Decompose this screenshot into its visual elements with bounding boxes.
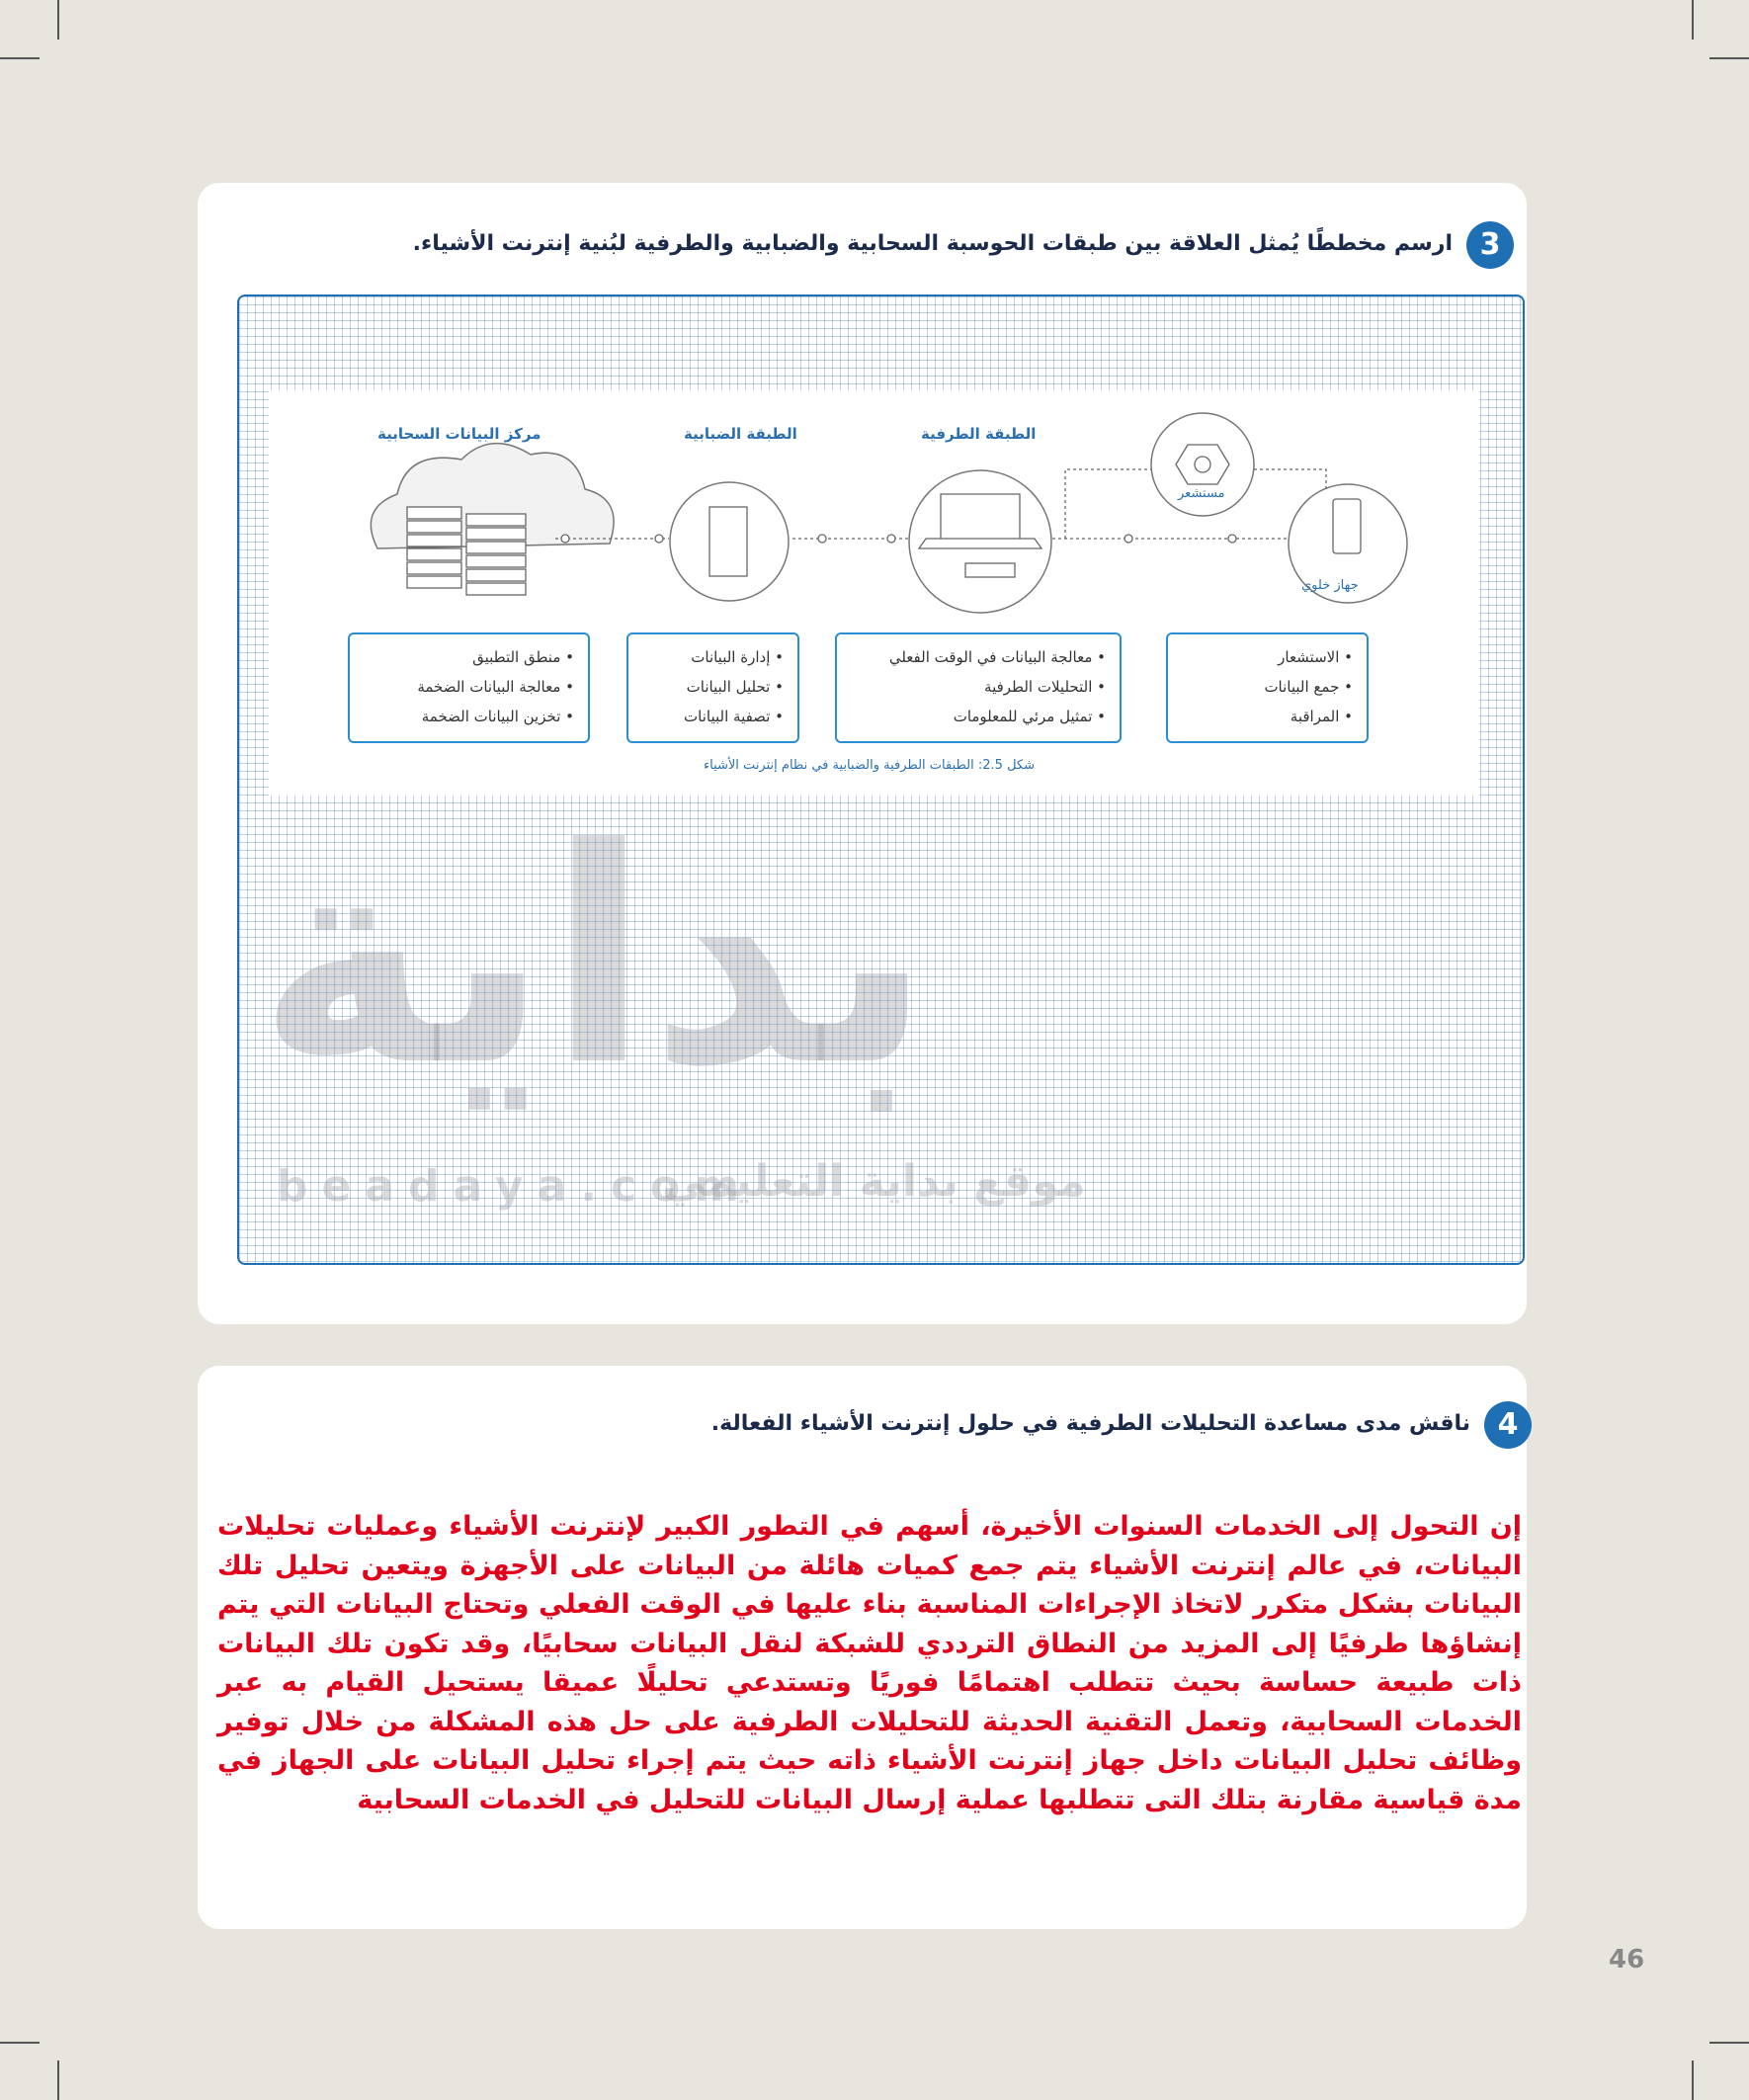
list-item: • معالجة البيانات الضخمة <box>364 672 574 702</box>
crop-mark <box>1692 2060 1694 2100</box>
mobile-label: جهاز خلوي <box>1301 578 1359 593</box>
fog-layer-box <box>626 632 799 743</box>
question-3-text: ارسم مخططًا يُمثل العلاقة بين طبقات الحوسبة السحابية والضبابية والطرفية لبُنية إنترنت الأشياء. <box>412 231 1453 256</box>
list-item: • التحليلات الطرفية <box>851 672 1106 702</box>
answer-text: إن التحول إلى الخدمات السنوات الأخيرة، أسهم في التطور الكبير لإنترنت الأشياء وعمليات تحليلات البيانات، في عالم إنترنت الأشياء يتم جمع كميات هائلة من البيانات على الأجهزة ويتعين تحليل تلك البيانات بشكل متكرر لاتخاذ الإجراءات المناسبة بناء عليها في الوقت الفعلي وتحتاج البيانات التي يتم إنشاؤها طرفيًا إلى المزيد من النطاق الترددي للشبكة لنقل البيانات سحابيًا، وقد تكون تلك البيانات ذات طبيعة حساسة بحيث تتطلب اهتمامًا فوريًا وتستدعي تحليلًا عميقا يستحيل القيام به عبر الخدمات السحابية، وتعمل التقنية الحديثة للتحليلات الطرفية على حل هذه المشكلة من خلال توفير وظائف تحليل البيانات داخل جهاز إنترنت الأشياء ذاته حيث يتم إجراء تحليل البيانات على الجهاز في مدة قياسية مقارنة بتلك التى تتطلبها عملية إرسال البيانات للتحليل في الخدمات السحابية <box>217 1511 1522 1815</box>
page-number: 46 <box>1609 1945 1645 1974</box>
list-item: • إدارة البيانات <box>642 642 784 672</box>
mobile-phone-icon <box>1333 499 1361 553</box>
list-item: • الاستشعار <box>1182 642 1353 672</box>
crop-mark <box>0 57 40 59</box>
list-item: • تصفية البيانات <box>642 702 784 731</box>
list-item: • منطق التطبيق <box>364 642 574 672</box>
sensor-hex-icon <box>1176 445 1229 484</box>
device-layer-box <box>1166 632 1369 743</box>
list-item: • المراقبة <box>1182 702 1353 731</box>
fog-server-icon <box>709 507 747 576</box>
list-item: • جمع البيانات <box>1182 672 1353 702</box>
question-3-badge: 3 <box>1466 221 1514 269</box>
edge-layer-title: الطبقة الطرفية <box>921 425 1037 443</box>
iot-layers-figure <box>269 390 1479 796</box>
crop-mark <box>1709 57 1749 59</box>
watermark-logo: بداية <box>257 786 933 1131</box>
sensor-label: مستشعر <box>1178 486 1225 501</box>
question-4-badge: 4 <box>1484 1401 1532 1449</box>
list-item: • معالجة البيانات في الوقت الفعلي <box>851 642 1106 672</box>
watermark-site-ar: موقع بداية التعليمي <box>662 1156 1086 1207</box>
question-4-text: ناقش مدى مساعدة التحليلات الطرفية في حلول إنترنت الأشياء الفعالة. <box>710 1411 1470 1436</box>
crop-mark <box>1692 0 1694 40</box>
list-item: • تمثيل مرئي للمعلومات <box>851 702 1106 731</box>
crop-mark <box>57 2060 59 2100</box>
figure-caption: شكل 2.5: الطبقات الطرفية والضبابية في نظام إنترنت الأشياء <box>704 758 1035 773</box>
router-icon <box>965 563 1015 577</box>
crop-mark <box>0 2042 40 2044</box>
cloud-layer-box <box>348 632 590 743</box>
list-item: • تحليل البيانات <box>642 672 784 702</box>
crop-mark <box>1709 2042 1749 2044</box>
fog-layer-title: الطبقة الضبابية <box>684 425 797 443</box>
cloud-layer-title: مركز البيانات السحابية <box>377 425 541 443</box>
list-item: • تخزين البيانات الضخمة <box>364 702 574 731</box>
edge-layer-box <box>835 632 1122 743</box>
watermark-site: beadaya.com <box>277 1161 754 1212</box>
crop-mark <box>57 0 59 40</box>
